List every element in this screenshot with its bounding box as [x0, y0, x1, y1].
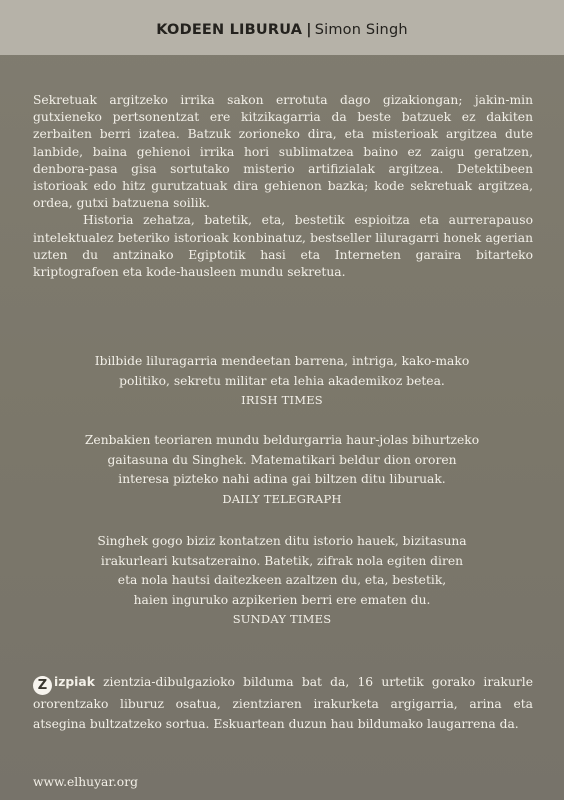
series-description	[33, 673, 533, 734]
quote-line: politiko, sekretu militar eta lehia akademikoz betea.	[119, 373, 445, 388]
book-header	[0, 22, 564, 38]
zientzia-logo-icon: Z	[33, 676, 52, 695]
quote-source: IRISH TIMES	[241, 393, 323, 407]
quote-line: Ibilbide liluragarria mendeetan barrena, intriga, kako-mako	[94, 354, 470, 368]
quote-line: irakurleari kutsatzeraino. Batetik, zifrak nola egiten diren	[100, 553, 464, 568]
quote-source: SUNDAY TIMES	[232, 612, 332, 626]
series-brand: izpiak	[54, 675, 95, 689]
publisher-website-link[interactable]: www.elhuyar.org	[33, 775, 138, 789]
author-name: Simon Singh	[314, 22, 408, 38]
blurb	[33, 92, 533, 281]
header-separator: |	[306, 22, 312, 38]
quote-line: Zenbakien teoriaren mundu beldurgarria haur-jolas bihurtzeko	[84, 433, 480, 447]
series-text: zientzia-dibulgazioko bilduma bat da, 16 urtetik gorako irakurle ororentzako liburuz osatua, zientziaren irakurketa argigarria, arina eta atsegina bultzatzeko sortua. Eskuartean duzun hau bildumako laugarrena da.	[33, 675, 533, 731]
book-title: KODEEN LIBURUA	[156, 22, 303, 38]
quote-line: gaitasuna du Singhek. Matematikari beldur dion ororen	[107, 452, 457, 467]
quote-line: haien inguruko azpikerien berri ere ematen du.	[133, 592, 431, 607]
quote-source: DAILY TELEGRAPH	[222, 491, 342, 506]
quote-line: eta nola hautsi daitezkeen azaltzen du, eta, bestetik,	[117, 573, 447, 587]
quote-line: Singhek gogo biziz kontatzen ditu istorio hauek, bizitasuna	[97, 534, 467, 548]
header-band	[0, 0, 564, 55]
review-quote-sunday-times	[40, 532, 524, 630]
blurb-paragraph-1: Sekretuak argitzeko irrika sakon errotuta dago gizakiongan; jakin-min gutxieneko pertsonentzat ere kitzikagarria da beste batzuek ez dakiten zerbaiten berri izatea. Batzuk zorioneko dira, eta misterioak argitzea dute lanbide, baina gehienoi irrika hori sublimatzea baino ez zaigu geratzen, denbora-pasa gisa sortutako misterio artifizialak argitzea. Detektibeen istorioak edo hitz gurutzatuak dira gehienon bazka; kode sekretuak argitzea, ordea, gutxi batzuena soilik.	[33, 93, 533, 211]
review-quote-daily-telegraph	[40, 431, 524, 509]
blurb-paragraph-2: Historia zehatza, batetik, eta, bestetik espioitza eta aurrerapauso intelektualez beteriko istorioak konbinatuz, bestseller liluragarri honek agerian uzten du antzinako Egiptotik hasi eta Interneten garaira bitarteko kriptografoen eta kode-hausleen mundu sekretua.	[33, 213, 533, 280]
review-quote-irish-times	[40, 352, 524, 411]
quote-line: interesa pizteko nahi adina gai biltzen ditu liburuak.	[118, 472, 446, 486]
